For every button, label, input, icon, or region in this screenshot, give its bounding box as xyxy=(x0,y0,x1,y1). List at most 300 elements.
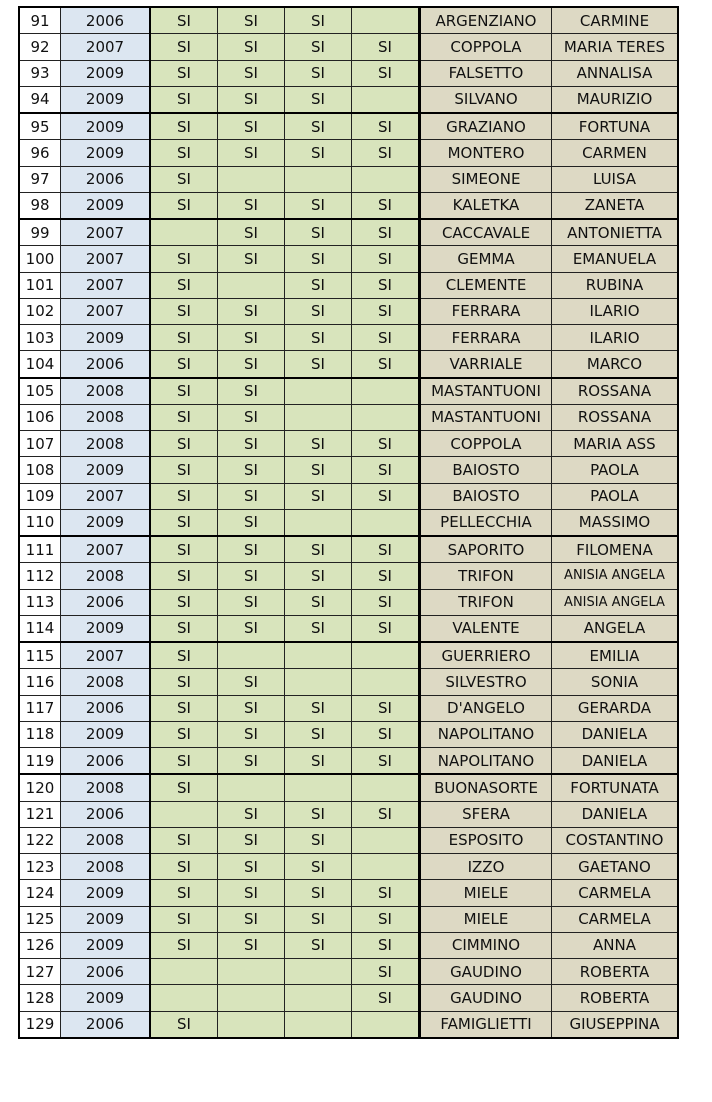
si-cell-2: SI xyxy=(218,589,285,615)
si-cell-4: SI xyxy=(352,113,420,140)
table-row xyxy=(19,748,678,775)
si-cell-4: SI xyxy=(352,325,420,351)
si-cell-3: SI xyxy=(285,140,352,166)
si-cell-2: SI xyxy=(218,192,285,219)
year-cell: 2007 xyxy=(61,34,151,60)
year-cell: 2009 xyxy=(61,192,151,219)
si-cell-3: SI xyxy=(285,589,352,615)
first-name-cell: PAOLA xyxy=(552,457,679,483)
si-cell-2: SI xyxy=(218,906,285,932)
surname-cell: MASTANTUONI xyxy=(420,378,552,405)
si-cell-3: SI xyxy=(285,615,352,642)
year-cell: 2008 xyxy=(61,669,151,695)
si-cell-1: SI xyxy=(150,166,218,192)
si-cell-4 xyxy=(352,509,420,536)
first-name-cell: EMILIA xyxy=(552,642,679,669)
surname-cell: MIELE xyxy=(420,880,552,906)
surname-cell: FERRARA xyxy=(420,325,552,351)
table-row xyxy=(19,140,678,166)
first-name-cell: COSTANTINO xyxy=(552,827,679,853)
row-number-cell: 103 xyxy=(19,325,61,351)
si-cell-3: SI xyxy=(285,536,352,563)
surname-cell: SILVESTRO xyxy=(420,669,552,695)
si-cell-2: SI xyxy=(218,351,285,378)
si-cell-4 xyxy=(352,827,420,853)
si-cell-2: SI xyxy=(218,748,285,775)
si-cell-3: SI xyxy=(285,351,352,378)
si-cell-2: SI xyxy=(218,854,285,880)
si-cell-3: SI xyxy=(285,880,352,906)
surname-cell: D'ANGELO xyxy=(420,695,552,721)
year-cell: 2007 xyxy=(61,298,151,324)
table-row xyxy=(19,509,678,536)
si-cell-3: SI xyxy=(285,60,352,86)
row-number-cell: 93 xyxy=(19,60,61,86)
si-cell-1 xyxy=(150,985,218,1011)
row-number-cell: 123 xyxy=(19,854,61,880)
si-cell-1: SI xyxy=(150,563,218,589)
row-number-cell: 116 xyxy=(19,669,61,695)
si-cell-2: SI xyxy=(218,695,285,721)
surname-cell: FAMIGLIETTI xyxy=(420,1011,552,1038)
table-row xyxy=(19,959,678,985)
si-cell-3: SI xyxy=(285,563,352,589)
table-row xyxy=(19,60,678,86)
si-cell-2: SI xyxy=(218,457,285,483)
first-name-cell: ANNA xyxy=(552,932,679,958)
year-cell: 2006 xyxy=(61,7,151,34)
si-cell-4: SI xyxy=(352,721,420,747)
si-cell-1: SI xyxy=(150,615,218,642)
si-cell-4 xyxy=(352,404,420,430)
table-row xyxy=(19,298,678,324)
first-name-cell: ROBERTA xyxy=(552,985,679,1011)
surname-cell: MONTERO xyxy=(420,140,552,166)
table-row xyxy=(19,34,678,60)
row-number-cell: 96 xyxy=(19,140,61,166)
year-cell: 2008 xyxy=(61,563,151,589)
year-cell: 2006 xyxy=(61,166,151,192)
si-cell-3: SI xyxy=(285,801,352,827)
si-cell-1: SI xyxy=(150,669,218,695)
row-number-cell: 94 xyxy=(19,86,61,113)
si-cell-1: SI xyxy=(150,721,218,747)
si-cell-1: SI xyxy=(150,774,218,801)
si-cell-1: SI xyxy=(150,7,218,34)
surname-cell: GAUDINO xyxy=(420,985,552,1011)
si-cell-3: SI xyxy=(285,483,352,509)
si-cell-1 xyxy=(150,219,218,246)
surname-cell: SFERA xyxy=(420,801,552,827)
surname-cell: SAPORITO xyxy=(420,536,552,563)
year-cell: 2007 xyxy=(61,536,151,563)
si-cell-4: SI xyxy=(352,483,420,509)
row-number-cell: 95 xyxy=(19,113,61,140)
si-cell-1: SI xyxy=(150,140,218,166)
si-cell-2 xyxy=(218,1011,285,1038)
si-cell-1: SI xyxy=(150,351,218,378)
table-row xyxy=(19,351,678,378)
surname-cell: CACCAVALE xyxy=(420,219,552,246)
year-cell: 2009 xyxy=(61,932,151,958)
first-name-cell: ANGELA xyxy=(552,615,679,642)
row-number-cell: 121 xyxy=(19,801,61,827)
year-cell: 2009 xyxy=(61,113,151,140)
year-cell: 2009 xyxy=(61,721,151,747)
first-name-cell: GIUSEPPINA xyxy=(552,1011,679,1038)
row-number-cell: 115 xyxy=(19,642,61,669)
si-cell-4: SI xyxy=(352,140,420,166)
si-cell-1: SI xyxy=(150,880,218,906)
si-cell-4: SI xyxy=(352,60,420,86)
table-row xyxy=(19,192,678,219)
table-row xyxy=(19,642,678,669)
first-name-cell: GAETANO xyxy=(552,854,679,880)
si-cell-2: SI xyxy=(218,827,285,853)
first-name-cell: FORTUNATA xyxy=(552,774,679,801)
si-cell-3 xyxy=(285,1011,352,1038)
table-row xyxy=(19,801,678,827)
si-cell-2: SI xyxy=(218,801,285,827)
si-cell-2: SI xyxy=(218,669,285,695)
first-name-cell: FILOMENA xyxy=(552,536,679,563)
si-cell-1: SI xyxy=(150,827,218,853)
si-cell-3 xyxy=(285,774,352,801)
first-name-cell: FORTUNA xyxy=(552,113,679,140)
first-name-cell: RUBINA xyxy=(552,272,679,298)
row-number-cell: 127 xyxy=(19,959,61,985)
table-row xyxy=(19,563,678,589)
row-number-cell: 97 xyxy=(19,166,61,192)
surname-cell: TRIFON xyxy=(420,563,552,589)
si-cell-4: SI xyxy=(352,801,420,827)
row-number-cell: 99 xyxy=(19,219,61,246)
si-cell-2 xyxy=(218,642,285,669)
si-cell-2: SI xyxy=(218,615,285,642)
si-cell-4: SI xyxy=(352,192,420,219)
year-cell: 2008 xyxy=(61,774,151,801)
first-name-cell: CARMELA xyxy=(552,906,679,932)
si-cell-4 xyxy=(352,854,420,880)
year-cell: 2009 xyxy=(61,985,151,1011)
first-name-cell: ROSSANA xyxy=(552,404,679,430)
first-name-cell: CARMINE xyxy=(552,7,679,34)
registry-table xyxy=(18,6,679,1039)
si-cell-1: SI xyxy=(150,589,218,615)
row-number-cell: 112 xyxy=(19,563,61,589)
surname-cell: VARRIALE xyxy=(420,351,552,378)
surname-cell: IZZO xyxy=(420,854,552,880)
si-cell-4: SI xyxy=(352,563,420,589)
table-row xyxy=(19,880,678,906)
si-cell-2: SI xyxy=(218,483,285,509)
si-cell-4: SI xyxy=(352,34,420,60)
si-cell-1: SI xyxy=(150,378,218,405)
surname-cell: FALSETTO xyxy=(420,60,552,86)
si-cell-1: SI xyxy=(150,509,218,536)
table-row xyxy=(19,7,678,34)
si-cell-4: SI xyxy=(352,219,420,246)
first-name-cell: CARMELA xyxy=(552,880,679,906)
year-cell: 2006 xyxy=(61,801,151,827)
si-cell-1: SI xyxy=(150,748,218,775)
si-cell-3: SI xyxy=(285,298,352,324)
row-number-cell: 101 xyxy=(19,272,61,298)
surname-cell: NAPOLITANO xyxy=(420,748,552,775)
surname-cell: NAPOLITANO xyxy=(420,721,552,747)
first-name-cell: ILARIO xyxy=(552,298,679,324)
year-cell: 2008 xyxy=(61,404,151,430)
year-cell: 2008 xyxy=(61,854,151,880)
row-number-cell: 100 xyxy=(19,246,61,272)
surname-cell: GRAZIANO xyxy=(420,113,552,140)
first-name-cell: DANIELA xyxy=(552,801,679,827)
first-name-cell: GERARDA xyxy=(552,695,679,721)
si-cell-3: SI xyxy=(285,325,352,351)
si-cell-4: SI xyxy=(352,932,420,958)
table-row xyxy=(19,86,678,113)
si-cell-4: SI xyxy=(352,272,420,298)
year-cell: 2006 xyxy=(61,695,151,721)
table-row xyxy=(19,774,678,801)
si-cell-3: SI xyxy=(285,457,352,483)
si-cell-2: SI xyxy=(218,219,285,246)
table-row xyxy=(19,378,678,405)
table-row xyxy=(19,431,678,457)
si-cell-1 xyxy=(150,801,218,827)
si-cell-1: SI xyxy=(150,60,218,86)
si-cell-2: SI xyxy=(218,404,285,430)
si-cell-2: SI xyxy=(218,60,285,86)
si-cell-2: SI xyxy=(218,431,285,457)
si-cell-4: SI xyxy=(352,748,420,775)
year-cell: 2006 xyxy=(61,589,151,615)
year-cell: 2009 xyxy=(61,615,151,642)
si-cell-1: SI xyxy=(150,404,218,430)
row-number-cell: 109 xyxy=(19,483,61,509)
table-row xyxy=(19,246,678,272)
si-cell-4 xyxy=(352,86,420,113)
registry-table-body xyxy=(19,7,678,1038)
row-number-cell: 104 xyxy=(19,351,61,378)
row-number-cell: 114 xyxy=(19,615,61,642)
first-name-cell: ANISIA ANGELA xyxy=(552,563,679,589)
surname-cell: FERRARA xyxy=(420,298,552,324)
si-cell-2: SI xyxy=(218,140,285,166)
si-cell-4 xyxy=(352,642,420,669)
row-number-cell: 107 xyxy=(19,431,61,457)
year-cell: 2006 xyxy=(61,351,151,378)
year-cell: 2008 xyxy=(61,827,151,853)
si-cell-4: SI xyxy=(352,906,420,932)
row-number-cell: 113 xyxy=(19,589,61,615)
surname-cell: CLEMENTE xyxy=(420,272,552,298)
si-cell-3 xyxy=(285,985,352,1011)
si-cell-1: SI xyxy=(150,536,218,563)
row-number-cell: 108 xyxy=(19,457,61,483)
si-cell-3: SI xyxy=(285,906,352,932)
si-cell-4: SI xyxy=(352,695,420,721)
si-cell-2: SI xyxy=(218,325,285,351)
surname-cell: SILVANO xyxy=(420,86,552,113)
si-cell-2: SI xyxy=(218,378,285,405)
surname-cell: BAIOSTO xyxy=(420,457,552,483)
si-cell-2: SI xyxy=(218,86,285,113)
si-cell-4 xyxy=(352,166,420,192)
si-cell-2: SI xyxy=(218,7,285,34)
si-cell-3: SI xyxy=(285,219,352,246)
row-number-cell: 126 xyxy=(19,932,61,958)
si-cell-3: SI xyxy=(285,7,352,34)
surname-cell: GEMMA xyxy=(420,246,552,272)
first-name-cell: LUISA xyxy=(552,166,679,192)
row-number-cell: 125 xyxy=(19,906,61,932)
table-row xyxy=(19,985,678,1011)
si-cell-4 xyxy=(352,1011,420,1038)
si-cell-1: SI xyxy=(150,325,218,351)
si-cell-2 xyxy=(218,985,285,1011)
si-cell-3: SI xyxy=(285,192,352,219)
first-name-cell: ZANETA xyxy=(552,192,679,219)
si-cell-4: SI xyxy=(352,959,420,985)
row-number-cell: 106 xyxy=(19,404,61,430)
si-cell-2: SI xyxy=(218,536,285,563)
si-cell-1: SI xyxy=(150,86,218,113)
first-name-cell: DANIELA xyxy=(552,748,679,775)
row-number-cell: 92 xyxy=(19,34,61,60)
first-name-cell: ROBERTA xyxy=(552,959,679,985)
year-cell: 2007 xyxy=(61,483,151,509)
row-number-cell: 110 xyxy=(19,509,61,536)
row-number-cell: 111 xyxy=(19,536,61,563)
first-name-cell: ILARIO xyxy=(552,325,679,351)
si-cell-3: SI xyxy=(285,113,352,140)
si-cell-1: SI xyxy=(150,431,218,457)
surname-cell: KALETKA xyxy=(420,192,552,219)
si-cell-4: SI xyxy=(352,298,420,324)
year-cell: 2008 xyxy=(61,431,151,457)
table-row xyxy=(19,695,678,721)
first-name-cell: DANIELA xyxy=(552,721,679,747)
surname-cell: TRIFON xyxy=(420,589,552,615)
first-name-cell: MARIA TERES xyxy=(552,34,679,60)
si-cell-3 xyxy=(285,509,352,536)
si-cell-4: SI xyxy=(352,880,420,906)
surname-cell: CIMMINO xyxy=(420,932,552,958)
si-cell-2: SI xyxy=(218,509,285,536)
row-number-cell: 98 xyxy=(19,192,61,219)
first-name-cell: ROSSANA xyxy=(552,378,679,405)
si-cell-1: SI xyxy=(150,298,218,324)
si-cell-1: SI xyxy=(150,483,218,509)
table-row xyxy=(19,827,678,853)
table-row xyxy=(19,721,678,747)
si-cell-2 xyxy=(218,272,285,298)
first-name-cell: SONIA xyxy=(552,669,679,695)
si-cell-1 xyxy=(150,959,218,985)
first-name-cell: MAURIZIO xyxy=(552,86,679,113)
year-cell: 2007 xyxy=(61,272,151,298)
si-cell-3: SI xyxy=(285,748,352,775)
si-cell-2: SI xyxy=(218,563,285,589)
table-row xyxy=(19,906,678,932)
surname-cell: COPPOLA xyxy=(420,34,552,60)
surname-cell: MIELE xyxy=(420,906,552,932)
year-cell: 2009 xyxy=(61,457,151,483)
first-name-cell: CARMEN xyxy=(552,140,679,166)
si-cell-3 xyxy=(285,404,352,430)
si-cell-4: SI xyxy=(352,431,420,457)
first-name-cell: EMANUELA xyxy=(552,246,679,272)
surname-cell: BUONASORTE xyxy=(420,774,552,801)
surname-cell: BAIOSTO xyxy=(420,483,552,509)
surname-cell: GAUDINO xyxy=(420,959,552,985)
year-cell: 2007 xyxy=(61,642,151,669)
year-cell: 2009 xyxy=(61,325,151,351)
year-cell: 2009 xyxy=(61,509,151,536)
si-cell-4: SI xyxy=(352,985,420,1011)
row-number-cell: 119 xyxy=(19,748,61,775)
surname-cell: GUERRIERO xyxy=(420,642,552,669)
surname-cell: PELLECCHIA xyxy=(420,509,552,536)
si-cell-4: SI xyxy=(352,457,420,483)
table-row xyxy=(19,536,678,563)
table-row xyxy=(19,457,678,483)
row-number-cell: 129 xyxy=(19,1011,61,1038)
si-cell-3 xyxy=(285,642,352,669)
year-cell: 2009 xyxy=(61,60,151,86)
first-name-cell: ANNALISA xyxy=(552,60,679,86)
surname-cell: ARGENZIANO xyxy=(420,7,552,34)
table-row xyxy=(19,404,678,430)
si-cell-3: SI xyxy=(285,721,352,747)
first-name-cell: MARCO xyxy=(552,351,679,378)
si-cell-3: SI xyxy=(285,854,352,880)
table-row xyxy=(19,854,678,880)
si-cell-2: SI xyxy=(218,246,285,272)
si-cell-2: SI xyxy=(218,880,285,906)
si-cell-4 xyxy=(352,774,420,801)
si-cell-1: SI xyxy=(150,272,218,298)
si-cell-3: SI xyxy=(285,827,352,853)
first-name-cell: PAOLA xyxy=(552,483,679,509)
si-cell-3 xyxy=(285,669,352,695)
row-number-cell: 105 xyxy=(19,378,61,405)
table-row xyxy=(19,272,678,298)
table-row xyxy=(19,615,678,642)
si-cell-3: SI xyxy=(285,695,352,721)
row-number-cell: 120 xyxy=(19,774,61,801)
si-cell-3 xyxy=(285,959,352,985)
si-cell-1: SI xyxy=(150,34,218,60)
si-cell-4 xyxy=(352,669,420,695)
table-row xyxy=(19,589,678,615)
row-number-cell: 117 xyxy=(19,695,61,721)
si-cell-1: SI xyxy=(150,1011,218,1038)
si-cell-4 xyxy=(352,7,420,34)
si-cell-3: SI xyxy=(285,34,352,60)
si-cell-1: SI xyxy=(150,695,218,721)
year-cell: 2009 xyxy=(61,140,151,166)
si-cell-3: SI xyxy=(285,431,352,457)
si-cell-3: SI xyxy=(285,86,352,113)
row-number-cell: 102 xyxy=(19,298,61,324)
year-cell: 2009 xyxy=(61,880,151,906)
first-name-cell: ANISIA ANGELA xyxy=(552,589,679,615)
year-cell: 2007 xyxy=(61,219,151,246)
table-row xyxy=(19,166,678,192)
si-cell-2: SI xyxy=(218,113,285,140)
